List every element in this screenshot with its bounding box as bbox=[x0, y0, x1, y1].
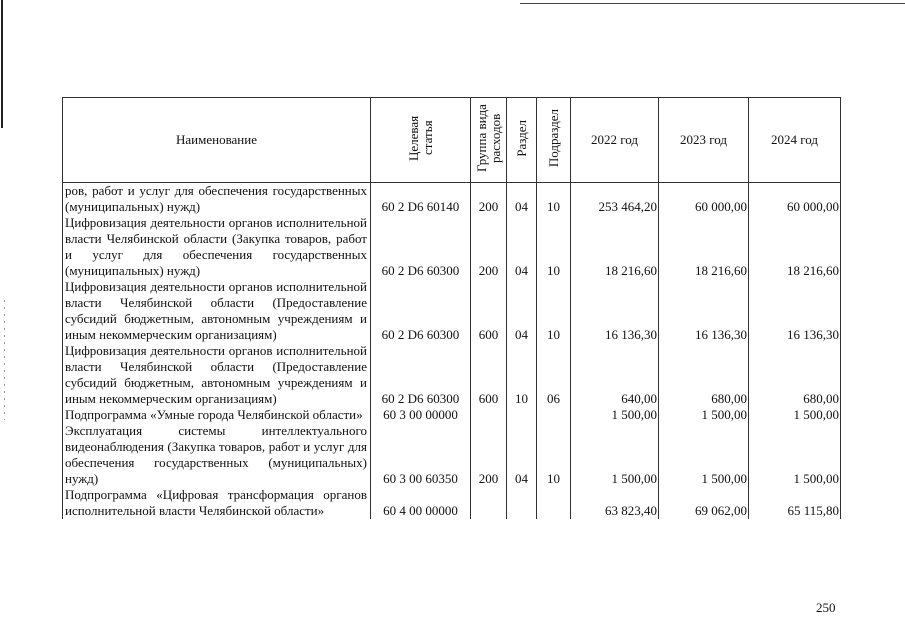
table-header bbox=[63, 98, 841, 183]
row-section bbox=[507, 487, 537, 519]
table-row bbox=[63, 215, 841, 279]
header-2023: 2023 год bbox=[659, 98, 749, 183]
header-expense-group: Группа вида расходов bbox=[471, 98, 507, 183]
row-value-2024: 60 000,00 bbox=[749, 183, 841, 216]
row-target-article: 60 2 D6 60300 bbox=[371, 215, 471, 279]
row-value-2023: 18 216,60 bbox=[659, 215, 749, 279]
row-expense-group: 600 bbox=[471, 343, 507, 407]
row-section: 04 bbox=[507, 279, 537, 343]
table-row bbox=[63, 343, 841, 407]
row-value-2024: 65 115,80 bbox=[749, 487, 841, 519]
row-expense-group: 200 bbox=[471, 215, 507, 279]
row-subsection bbox=[537, 407, 571, 423]
scan-edge-line-top bbox=[520, 3, 905, 4]
row-expense-group: 200 bbox=[471, 423, 507, 487]
row-subsection: 06 bbox=[537, 343, 571, 407]
table-row bbox=[63, 407, 841, 423]
row-target-article: 60 4 00 00000 bbox=[371, 487, 471, 519]
row-value-2022: 1 500,00 bbox=[571, 407, 659, 423]
row-name: Подпрограмма «Умные города Челябинской области» bbox=[63, 407, 371, 423]
header-2022: 2022 год bbox=[571, 98, 659, 183]
row-section bbox=[507, 407, 537, 423]
row-subsection bbox=[537, 487, 571, 519]
row-value-2022: 640,00 bbox=[571, 343, 659, 407]
row-subsection: 10 bbox=[537, 215, 571, 279]
row-value-2023: 16 136,30 bbox=[659, 279, 749, 343]
table-row bbox=[63, 279, 841, 343]
scan-edge-line-left bbox=[1, 0, 3, 128]
row-expense-group: 600 bbox=[471, 279, 507, 343]
row-value-2023: 1 500,00 bbox=[659, 423, 749, 487]
row-value-2024: 1 500,00 bbox=[749, 423, 841, 487]
page-number: 250 bbox=[816, 600, 836, 615]
row-target-article: 60 2 D6 60300 bbox=[371, 343, 471, 407]
row-target-article: 60 2 D6 60300 bbox=[371, 279, 471, 343]
row-name: Эксплуатация системы интеллектуального видеонаблюдения (Закупка товаров, работ и услуг для обеспечения государственных (муниципальных) нужд) bbox=[63, 423, 371, 487]
row-expense-group bbox=[471, 487, 507, 519]
row-value-2023: 1 500,00 bbox=[659, 407, 749, 423]
row-value-2024: 18 216,60 bbox=[749, 215, 841, 279]
row-value-2022: 18 216,60 bbox=[571, 215, 659, 279]
header-2024: 2024 год bbox=[749, 98, 841, 183]
row-target-article: 60 3 00 00000 bbox=[371, 407, 471, 423]
budget-table bbox=[62, 97, 841, 519]
row-target-article: 60 3 00 60350 bbox=[371, 423, 471, 487]
row-name: Цифровизация деятельности органов исполнительной власти Челябинской области (Предоставление субсидий бюджетным, автономным учреждениям и иным некоммерческим организациям) bbox=[63, 279, 371, 343]
row-subsection: 10 bbox=[537, 183, 571, 216]
table-row bbox=[63, 423, 841, 487]
header-target-article: Целевая статья bbox=[371, 98, 471, 183]
row-value-2024: 680,00 bbox=[749, 343, 841, 407]
row-subsection: 10 bbox=[537, 279, 571, 343]
table-row bbox=[63, 487, 841, 519]
header-subsection: Подраздел bbox=[537, 98, 571, 183]
scan-dotted-margin bbox=[4, 300, 5, 420]
row-name: Цифровизация деятельности органов исполнительной власти Челябинской области (Закупка товаров, работ и услуг для обеспечения государственных (муниципальных) нужд) bbox=[63, 215, 371, 279]
row-subsection: 10 bbox=[537, 423, 571, 487]
row-value-2023: 60 000,00 bbox=[659, 183, 749, 216]
row-value-2022: 16 136,30 bbox=[571, 279, 659, 343]
header-section: Раздел bbox=[507, 98, 537, 183]
row-section: 04 bbox=[507, 183, 537, 216]
row-section: 04 bbox=[507, 423, 537, 487]
row-name: ров, работ и услуг для обеспечения государственных (муниципальных) нужд) bbox=[63, 183, 371, 216]
row-value-2022: 253 464,20 bbox=[571, 183, 659, 216]
row-value-2024: 1 500,00 bbox=[749, 407, 841, 423]
header-name: Наименование bbox=[63, 98, 371, 183]
row-section: 04 bbox=[507, 215, 537, 279]
row-expense-group: 200 bbox=[471, 183, 507, 216]
row-value-2022: 63 823,40 bbox=[571, 487, 659, 519]
row-target-article: 60 2 D6 60140 bbox=[371, 183, 471, 216]
row-name: Подпрограмма «Цифровая трансформация органов исполнительной власти Челябинской области» bbox=[63, 487, 371, 519]
row-value-2022: 1 500,00 bbox=[571, 423, 659, 487]
row-name: Цифровизация деятельности органов исполнительной власти Челябинской области (Предоставление субсидий бюджетным, автономным учреждениям и иным некоммерческим организациям) bbox=[63, 343, 371, 407]
row-value-2023: 680,00 bbox=[659, 343, 749, 407]
row-expense-group bbox=[471, 407, 507, 423]
row-value-2024: 16 136,30 bbox=[749, 279, 841, 343]
table-row bbox=[63, 183, 841, 216]
row-section: 10 bbox=[507, 343, 537, 407]
row-value-2023: 69 062,00 bbox=[659, 487, 749, 519]
